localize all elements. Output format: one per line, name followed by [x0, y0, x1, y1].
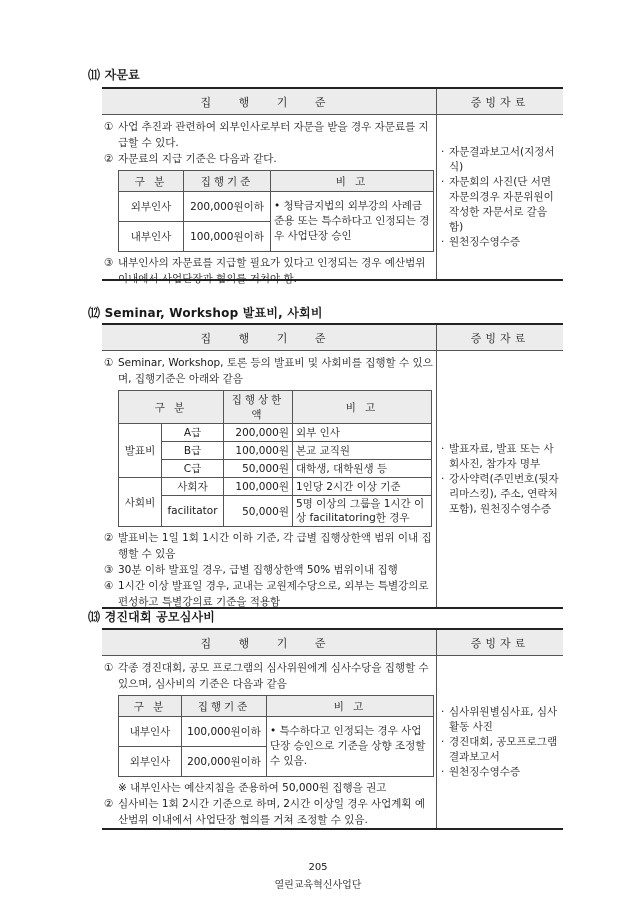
table-cell: 외부인사 [119, 192, 184, 222]
table-cell: 외부인사 [119, 747, 182, 777]
table-cell: 200,000원이하 [182, 747, 267, 777]
table-cell: 100,000원 [224, 478, 293, 496]
table-cell: 내부인사 [119, 717, 182, 747]
table-cell-group: 사회비 [119, 478, 162, 527]
contest-review-fee-table [102, 628, 563, 830]
list-item: ③ 30분 이하 발표일 경우, 급별 집행상한액 50% 범위이내 집행 [104, 564, 398, 576]
section-title-advisory-fee: ⑾ 자문료 [88, 68, 140, 82]
list-item: ① Seminar, Workshop, 토론 등의 발표비 및 사회비를 집행할 수 있으며, 집행기준은 아래와 같음 [104, 357, 433, 385]
review-fee-criteria-table: 구 분 집행기준 비 고 내부인사 100,000원이하 • 특수하다고 인정되는 경우 사업단장 승인으로 기준을 상향 조정할 수 있음. 외부인사 200,000원이하 [118, 695, 434, 777]
table-cell: 200,000원이하 [184, 192, 271, 222]
list-item: ③ 내부인사의 자문료를 지급할 필요가 있다고 인정되는 경우 예산범위 이내에서 사업단장과 협의를 거쳐야 함. [104, 257, 426, 285]
table-cell: 50,000원 [224, 496, 293, 527]
seminar-fee-criteria-table: 구 분 집행상한액 비 고 발표비 A급 200,000원 외부 인사 B급 100,000원 본교 교직원 C급 50,000원 대학생, 대학원생 등 사회비 사회자 100,000원 1인당 2시간 이상 기준 facilitator 50,000원 5명 이상의 그룹을 1시간 이상 facilitatoring한 경우 [118, 390, 432, 527]
list-item: ② 발표비는 1일 1회 1시간 이하 기준, 각 급별 집행상한액 범위 이내 집행할 수 있음 [104, 532, 432, 560]
list-item: ① 사업 추진과 관련하여 외부인사로부터 자문을 받을 경우 자문료를 지급할 수 있다. [104, 121, 429, 149]
list-item: ④ 1시간 이상 발표일 경우, 교내는 교원제수당으로, 외부는 특별강의로 편성하고 특별강의료 기준을 적용함 [104, 580, 429, 608]
table-cell: 사회자 [162, 478, 224, 496]
table-cell: facilitator [162, 496, 224, 527]
list-item: ② 심사비는 1회 2시간 기준으로 하며, 2시간 이상일 경우 사업계획 예산범위 이내에서 사업단장 협의를 거쳐 조정할 수 있음. [104, 798, 425, 826]
table-cell: 외부 인사 [293, 424, 432, 442]
header-evidence: 증빙자료 [470, 95, 530, 109]
table-cell: 본교 교직원 [293, 442, 432, 460]
table-cell: 5명 이상의 그룹을 1시간 이상 facilitatoring한 경우 [293, 496, 432, 527]
table-header [102, 89, 563, 115]
table-cell: 내부인사 [119, 222, 184, 252]
table-cell: 1인당 2시간 이상 기준 [293, 478, 432, 496]
header-evidence: 증빙자료 [470, 636, 530, 650]
header-criteria: 집 행 기 준 [200, 331, 338, 345]
table-cell: A급 [162, 424, 224, 442]
table-cell: B급 [162, 442, 224, 460]
section-title-seminar-fee: ⑿ Seminar, Workshop 발표비, 사회비 [88, 306, 323, 320]
list-item: ① 각종 경진대회, 공모 프로그램의 심사위원에게 심사수당을 집행할 수 있으며, 심사비의 기준은 다음과 같음 [104, 662, 429, 690]
seminar-fee-table [102, 323, 563, 609]
header-criteria: 집 행 기 준 [200, 636, 338, 650]
page-number: 205 [308, 862, 328, 873]
evidence-list: · 자문결과보고서(지정서식) · 자문회의 사진(단 서면 자문의경우 자문위원이 작성한 자문서로 갈음함) · 원천징수영수증 [441, 145, 555, 248]
list-item: ② 자문료의 지급 기준은 다음과 같다. [104, 153, 277, 165]
table-cell: 200,000원 [224, 424, 293, 442]
table-cell-remark: • 청탁금지법의 외부강의 사례금 준용 또는 특수하다고 인정되는 경우 사업단장 승인 [271, 192, 434, 252]
table-cell: 50,000원 [224, 460, 293, 478]
footer-org: 열린교육혁신사업단 [274, 880, 362, 891]
table-cell: C급 [162, 460, 224, 478]
table-cell: 대학생, 대학원생 등 [293, 460, 432, 478]
table-cell: 100,000원이하 [182, 717, 267, 747]
header-criteria: 집 행 기 준 [200, 95, 338, 109]
advisory-fee-table [102, 87, 563, 285]
advisory-fee-criteria-table: 구 분 집행기준 비 고 외부인사 200,000원이하 • 청탁금지법의 외부강의 사례금 준용 또는 특수하다고 인정되는 경우 사업단장 승인 내부인사 100,000원이하 [118, 170, 434, 252]
evidence-list: · 발표자료, 발표 또는 사회사진, 참가자 명부 · 강사약력(주민번호(뒷자리마스킹), 주소, 연락처 포함), 원천징수영수증 [441, 442, 559, 515]
table-cell: 100,000원이하 [184, 222, 271, 252]
evidence-list: · 심사위원별심사표, 심사활동 사진 · 경진대회, 공모프로그램 결과보고서 · 원천징수영수증 [441, 705, 558, 778]
section-title-contest-review-fee: ⒀ 경진대회 공모심사비 [88, 610, 216, 624]
table-header [102, 325, 563, 351]
header-evidence: 증빙자료 [470, 331, 530, 345]
table-header [102, 630, 563, 656]
table-cell: 100,000원 [224, 442, 293, 460]
table-cell-group: 발표비 [119, 424, 162, 478]
table-cell-remark: • 특수하다고 인정되는 경우 사업단장 승인으로 기준을 상향 조정할 수 있음. [267, 717, 434, 777]
note-text: ※ 내부인사는 예산지침을 준용하여 50,000원 집행을 권고 [118, 782, 387, 794]
